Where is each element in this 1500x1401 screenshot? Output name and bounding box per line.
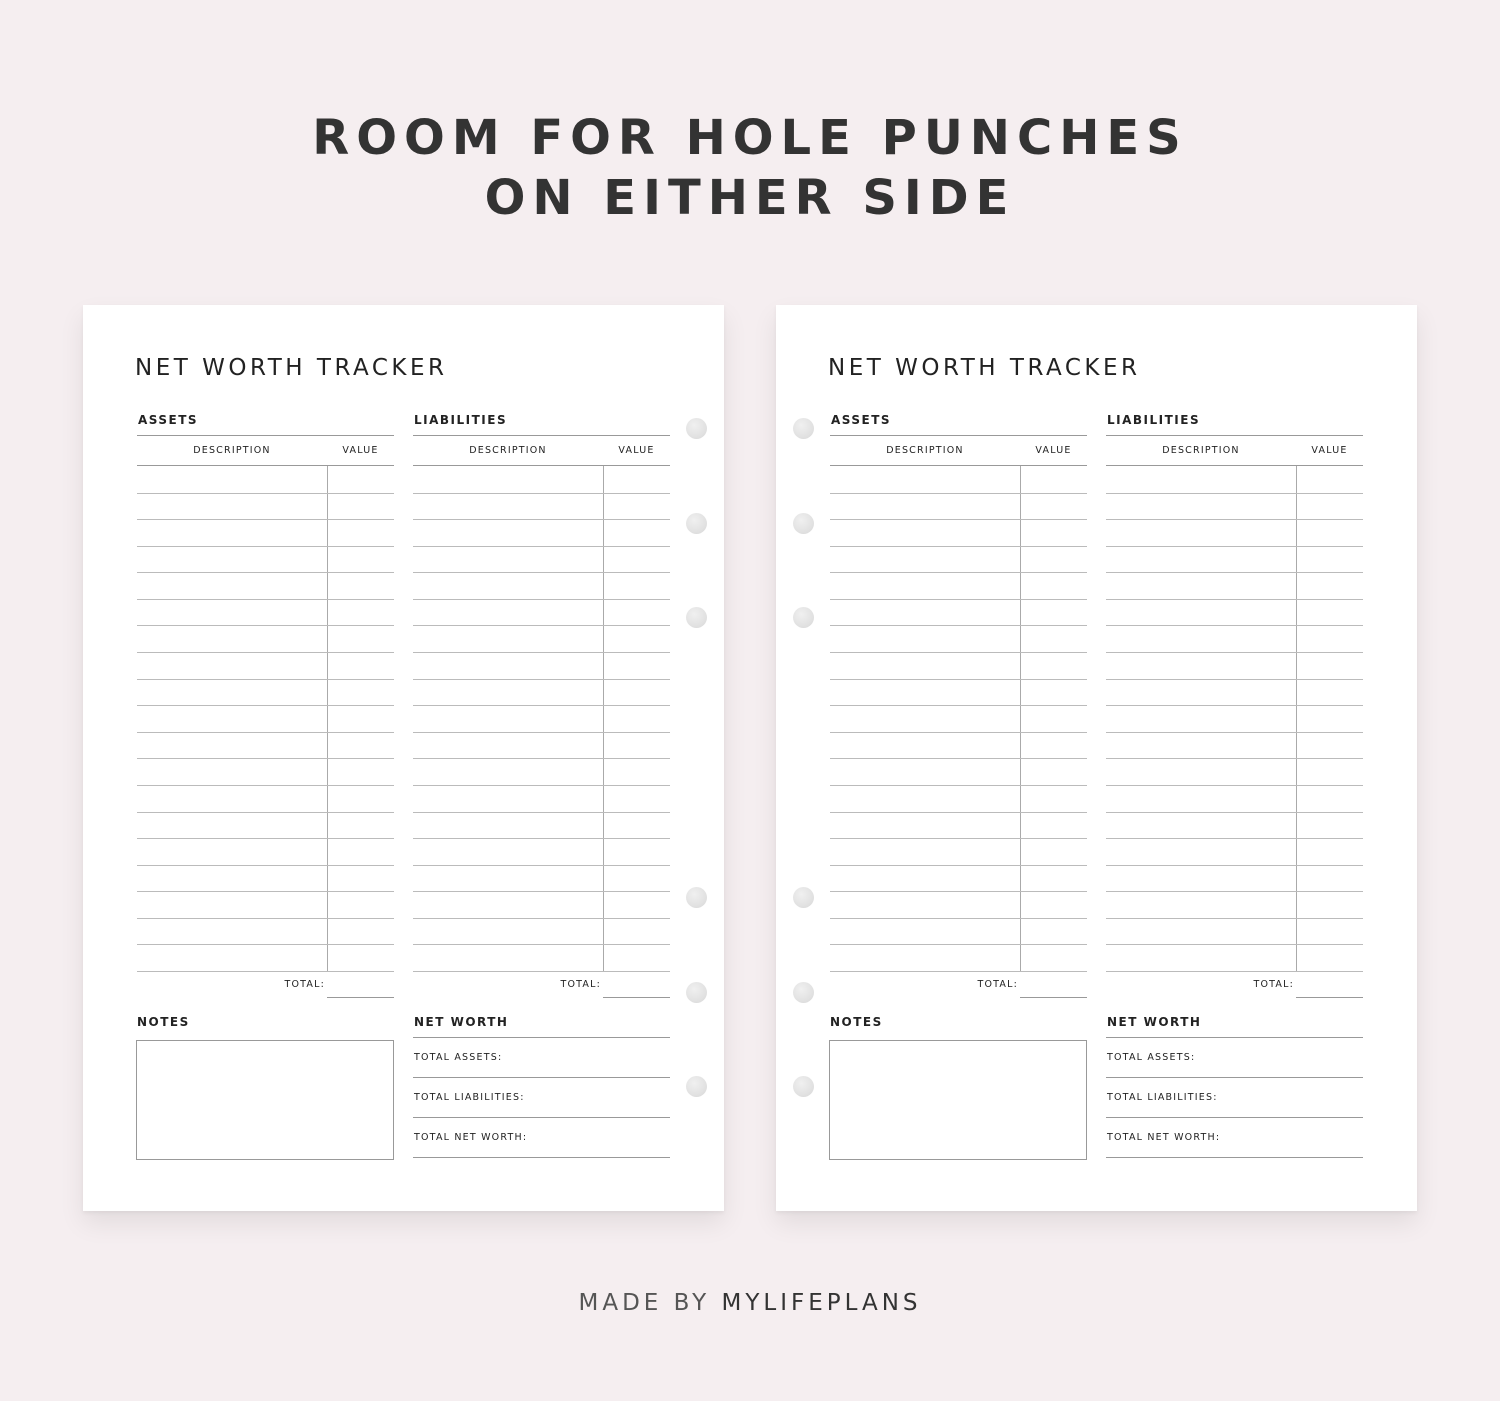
punch-hole-marker [686, 513, 707, 534]
table-row-line[interactable] [830, 865, 1087, 866]
liabilities-heading: LIABILITIES [413, 405, 670, 436]
table-row-line[interactable] [1106, 944, 1363, 945]
table-row-line[interactable] [830, 599, 1087, 600]
table-row-line[interactable] [413, 971, 670, 972]
brand-name: MYLIFEPLANS [721, 1290, 922, 1316]
table-row-line[interactable] [413, 705, 670, 706]
assets-heading: ASSETS [137, 405, 394, 436]
notes-section [829, 1007, 1087, 1167]
table-row-line[interactable] [413, 519, 670, 520]
assets-column-divider [327, 466, 328, 971]
table-row-line[interactable] [137, 944, 394, 945]
table-row-line[interactable] [1106, 838, 1363, 839]
table-row-line[interactable] [830, 519, 1087, 520]
table-row-line[interactable] [413, 652, 670, 653]
punch-hole-marker [793, 607, 814, 628]
punch-hole-marker [686, 607, 707, 628]
table-row-line[interactable] [413, 785, 670, 786]
table-row-line[interactable] [830, 705, 1087, 706]
assets-description-header: DESCRIPTION [193, 445, 271, 456]
punch-hole-marker [793, 513, 814, 534]
notes-box[interactable] [136, 1040, 394, 1160]
table-row-line[interactable] [1106, 705, 1363, 706]
liabilities-description-header: DESCRIPTION [1162, 445, 1240, 456]
made-by-label: MADE BY [578, 1290, 711, 1316]
assets-total-label: TOTAL: [977, 979, 1018, 990]
table-row-line[interactable] [830, 758, 1087, 759]
table-row-line[interactable] [830, 918, 1087, 919]
table-row-line[interactable] [137, 891, 394, 892]
notes-section [136, 1007, 394, 1167]
table-row-line[interactable] [413, 865, 670, 866]
table-row-line[interactable] [1106, 865, 1363, 866]
table-row-line[interactable] [413, 812, 670, 813]
punch-hole-marker [793, 418, 814, 439]
table-row-line[interactable] [1106, 625, 1363, 626]
headline-line-2: ON EITHER SIDE [484, 170, 1016, 226]
table-row-line[interactable] [413, 732, 670, 733]
liabilities-section [413, 405, 670, 1005]
table-row-line[interactable] [830, 971, 1087, 972]
liabilities-value-header: VALUE [1311, 445, 1348, 456]
assets-value-header: VALUE [1035, 445, 1072, 456]
total-liabilities-field[interactable]: TOTAL LIABILITIES: [1106, 1078, 1363, 1118]
table-row-line[interactable] [1106, 918, 1363, 919]
total-net-worth-field[interactable]: TOTAL NET WORTH: [1106, 1118, 1363, 1158]
table-row-line[interactable] [1106, 679, 1363, 680]
table-row-line[interactable] [413, 838, 670, 839]
liabilities-value-header: VALUE [618, 445, 655, 456]
liabilities-total-label: TOTAL: [560, 979, 601, 990]
table-row-line[interactable] [137, 785, 394, 786]
table-row-line[interactable] [137, 625, 394, 626]
punch-hole-marker [793, 1076, 814, 1097]
table-row-line[interactable] [137, 679, 394, 680]
table-row-line[interactable] [413, 599, 670, 600]
punch-hole-marker [793, 887, 814, 908]
liabilities-total-field[interactable] [1296, 997, 1363, 998]
liabilities-section [1106, 405, 1363, 1005]
table-row-line[interactable] [137, 493, 394, 494]
punch-hole-marker [686, 982, 707, 1003]
sheet-title: NET WORTH TRACKER [828, 355, 1141, 381]
liabilities-column-headers [413, 436, 670, 466]
sheet-title: NET WORTH TRACKER [135, 355, 448, 381]
net-worth-heading: NET WORTH [1106, 1007, 1363, 1038]
page-footer [0, 1290, 1500, 1316]
table-row-line[interactable] [413, 918, 670, 919]
page-headline [0, 108, 1500, 228]
table-row-line[interactable] [1106, 652, 1363, 653]
table-row-line[interactable] [137, 599, 394, 600]
assets-total-field[interactable] [327, 997, 394, 998]
total-assets-field[interactable]: TOTAL ASSETS: [1106, 1038, 1363, 1078]
liabilities-column-headers [1106, 436, 1363, 466]
table-row-line[interactable] [830, 838, 1087, 839]
table-row-line[interactable] [137, 865, 394, 866]
table-row-line[interactable] [413, 546, 670, 547]
liabilities-total-field[interactable] [603, 997, 670, 998]
table-row-line[interactable] [1106, 971, 1363, 972]
assets-column-divider [1020, 466, 1021, 971]
punch-hole-marker [686, 418, 707, 439]
table-row-line[interactable] [1106, 546, 1363, 547]
table-row-line[interactable] [1106, 891, 1363, 892]
table-row-line[interactable] [1106, 732, 1363, 733]
net-worth-heading: NET WORTH [413, 1007, 670, 1038]
liabilities-heading: LIABILITIES [1106, 405, 1363, 436]
assets-column-headers [137, 436, 394, 466]
notes-heading: NOTES [137, 1015, 190, 1029]
assets-total-label: TOTAL: [284, 979, 325, 990]
assets-heading: ASSETS [830, 405, 1087, 436]
assets-section [137, 405, 394, 1005]
table-row-line[interactable] [137, 705, 394, 706]
table-row-line[interactable] [1106, 519, 1363, 520]
table-row-line[interactable] [413, 679, 670, 680]
table-row-line[interactable] [1106, 493, 1363, 494]
table-row-line[interactable] [137, 838, 394, 839]
punch-hole-marker [686, 1076, 707, 1097]
liabilities-column-divider [603, 466, 604, 971]
liabilities-column-divider [1296, 466, 1297, 971]
table-row-line[interactable] [830, 732, 1087, 733]
table-row-line[interactable] [1106, 812, 1363, 813]
planner-sheet-left [83, 305, 724, 1211]
table-row-line[interactable] [830, 812, 1087, 813]
table-row-line[interactable] [137, 918, 394, 919]
table-row-line[interactable] [1106, 758, 1363, 759]
table-row-line[interactable] [413, 891, 670, 892]
table-row-line[interactable] [137, 732, 394, 733]
table-row-line[interactable] [137, 812, 394, 813]
table-row-line[interactable] [830, 679, 1087, 680]
table-row-line[interactable] [413, 758, 670, 759]
notes-box[interactable] [829, 1040, 1087, 1160]
net-worth-section [1106, 1007, 1363, 1167]
table-row-line[interactable] [137, 652, 394, 653]
net-worth-section [413, 1007, 670, 1167]
liabilities-description-header: DESCRIPTION [469, 445, 547, 456]
notes-heading: NOTES [830, 1015, 883, 1029]
total-assets-field[interactable]: TOTAL ASSETS: [413, 1038, 670, 1078]
assets-section [830, 405, 1087, 1005]
planner-sheet-right [776, 305, 1417, 1211]
assets-total-field[interactable] [1020, 997, 1087, 998]
table-row-line[interactable] [413, 944, 670, 945]
table-row-line[interactable] [830, 625, 1087, 626]
table-row-line[interactable] [413, 572, 670, 573]
punch-hole-marker [686, 887, 707, 908]
table-row-line[interactable] [137, 572, 394, 573]
total-liabilities-field[interactable]: TOTAL LIABILITIES: [413, 1078, 670, 1118]
table-row-line[interactable] [830, 891, 1087, 892]
table-row-line[interactable] [137, 971, 394, 972]
table-row-line[interactable] [830, 546, 1087, 547]
table-row-line[interactable] [1106, 785, 1363, 786]
table-row-line[interactable] [413, 625, 670, 626]
table-row-line[interactable] [830, 572, 1087, 573]
table-row-line[interactable] [830, 652, 1087, 653]
liabilities-total-label: TOTAL: [1253, 979, 1294, 990]
table-row-line[interactable] [137, 546, 394, 547]
total-net-worth-field[interactable]: TOTAL NET WORTH: [413, 1118, 670, 1158]
table-row-line[interactable] [830, 785, 1087, 786]
table-row-line[interactable] [830, 493, 1087, 494]
table-row-line[interactable] [830, 944, 1087, 945]
headline-line-1: ROOM FOR HOLE PUNCHES [312, 110, 1188, 166]
assets-column-headers [830, 436, 1087, 466]
table-row-line[interactable] [1106, 599, 1363, 600]
assets-description-header: DESCRIPTION [886, 445, 964, 456]
table-row-line[interactable] [137, 519, 394, 520]
table-row-line[interactable] [413, 493, 670, 494]
table-row-line[interactable] [137, 758, 394, 759]
punch-hole-marker [793, 982, 814, 1003]
table-row-line[interactable] [1106, 572, 1363, 573]
assets-value-header: VALUE [342, 445, 379, 456]
